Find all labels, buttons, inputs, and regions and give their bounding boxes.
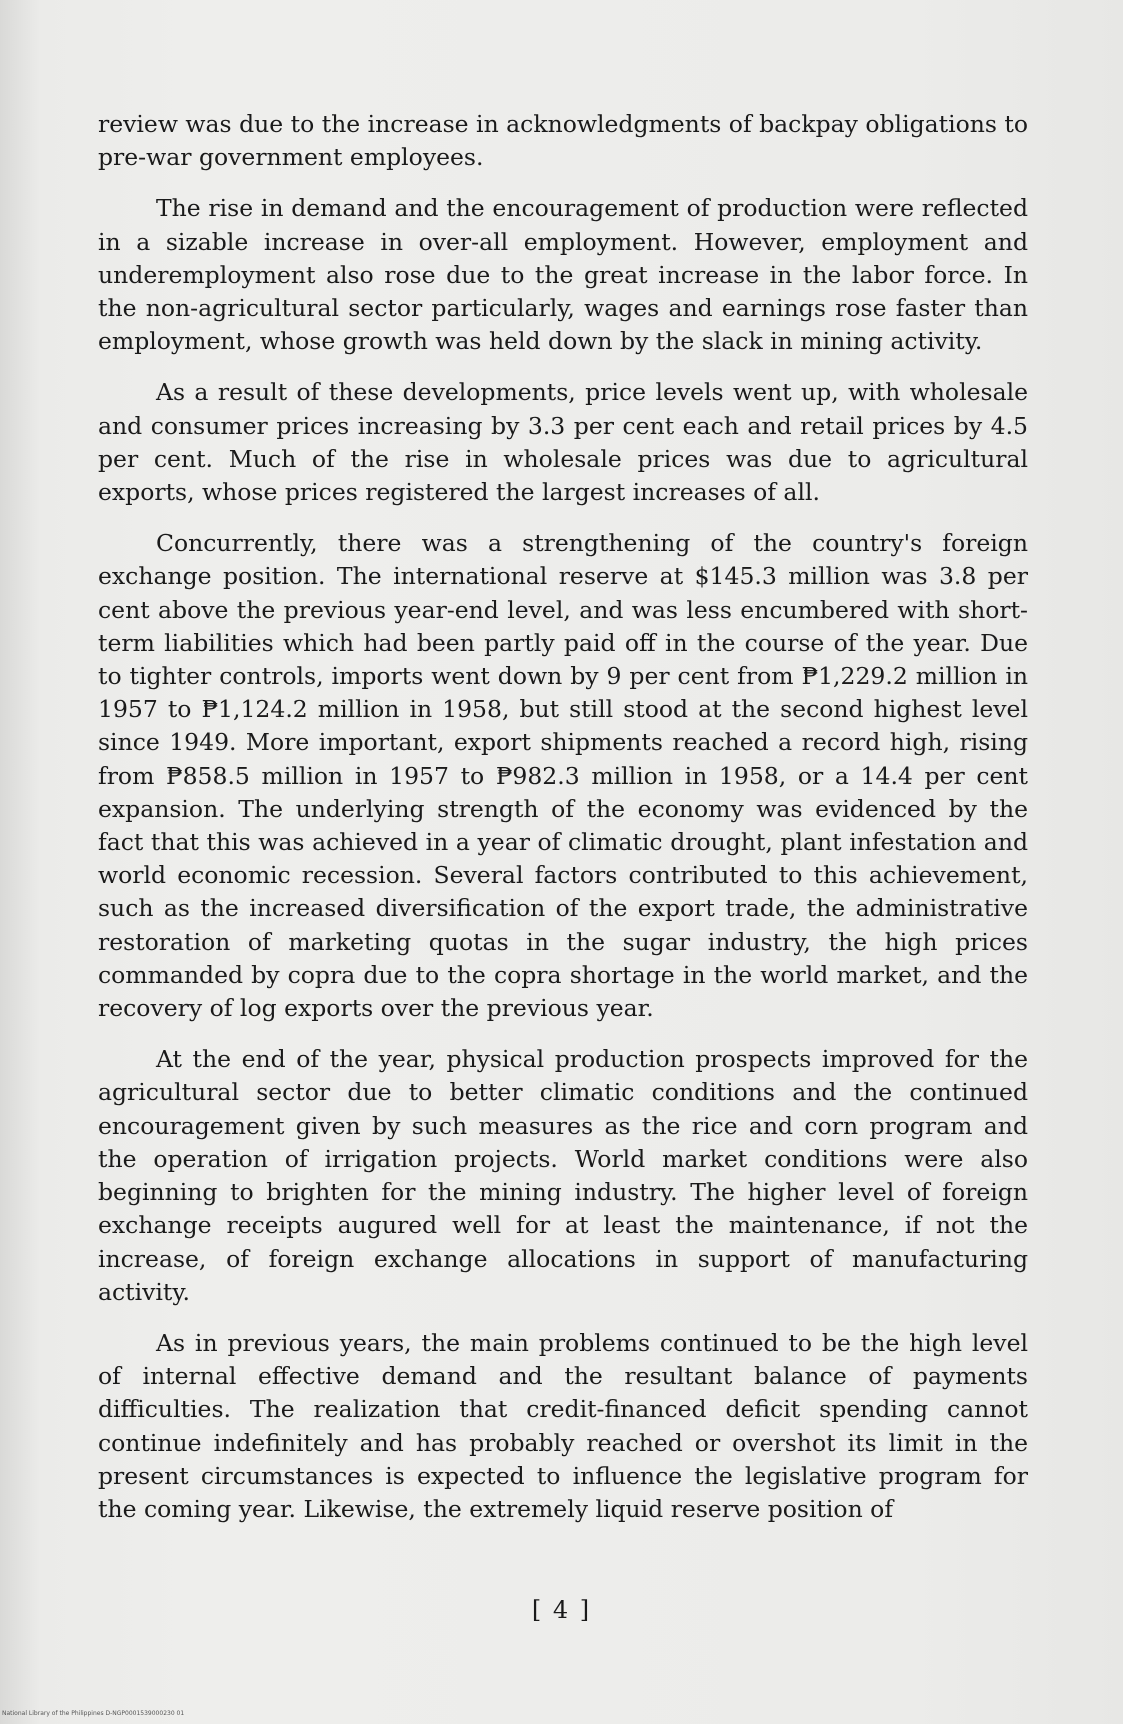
paragraph-5: At the end of the year, physical production prospects improved for the agricultural sector due to better climatic conditions and the continued encouragement given by such measures as the rice and corn program and the operation of irrigation projects. World market conditions were also beginning to brighten for the mining industry. The higher level of foreign exchange receipts augured well for at least the maintenance, if not the increase, of foreign exchange allocations in support of manufacturing activity.: [98, 1045, 1028, 1306]
paragraph-3: As a result of these developments, price levels went up, with wholesale and consumer prices increasing by 3.3 per cent each and retail prices by 4.5 per cent. Much of the rise in wholesale prices was due to agricultural exports, whose prices registered the largest increases of all.: [98, 378, 1028, 507]
paragraph-1: review was due to the increase in acknowledgments of backpay obligations to pre-war government employees.: [98, 110, 1029, 172]
paragraph-2: The rise in demand and the encouragement of production were reflected in a sizable increase in over-all employment. However, employment and underemployment also rose due to the great increase in the labor force. In the non-agricultural sector particularly, wages and earnings rose faster than employment, whose growth was held down by the slack in mining activity.: [98, 194, 1028, 356]
page-number: [ 4 ]: [531, 1596, 592, 1624]
paragraph-4: Concurrently, there was a strengthening of the country's foreign exchange position. The international reserve at $145.3 million was 3.8 per cent above the previous year-end level, and was less encumbered with short-term liabilities which had been partly paid off in the course of the year. Due to tighter controls, imports went down by 9 per cent from ₱1,229.2 million in 1957 to ₱1,124.2 million in 1958, but still stood at the second highest level since 1949. More important, export shipments reached a record high, rising from ₱858.5 million in 1957 to ₱982.3 million in 1958, or a 14.4 per cent expansion. The underlying strength of the economy was evidenced by the fact that this was achieved in a year of climatic drought, plant infestation and world economic recession. Several factors contributed to this achievement, such as the increased diversification of the export trade, the administrative restoration of marketing quotas in the sugar industry, the high prices commanded by copra due to the copra shortage in the world market, and the recovery of log exports over the previous year.: [98, 529, 1028, 1023]
paragraph-6: As in previous years, the main problems continued to be the high level of internal effective demand and the resultant balance of payments difficulties. The realization that credit-financed deficit spending cannot continue indefinitely and has probably reached or overshot its limit in the present circumstances is expected to influence the legislative program for the coming year. Likewise, the extremely liquid reserve position of: [98, 1328, 1028, 1523]
footer-credit: National Library of the Philippines D-NGP0001539000230 01: [2, 1710, 185, 1717]
body-text: [98, 108, 1028, 1544]
